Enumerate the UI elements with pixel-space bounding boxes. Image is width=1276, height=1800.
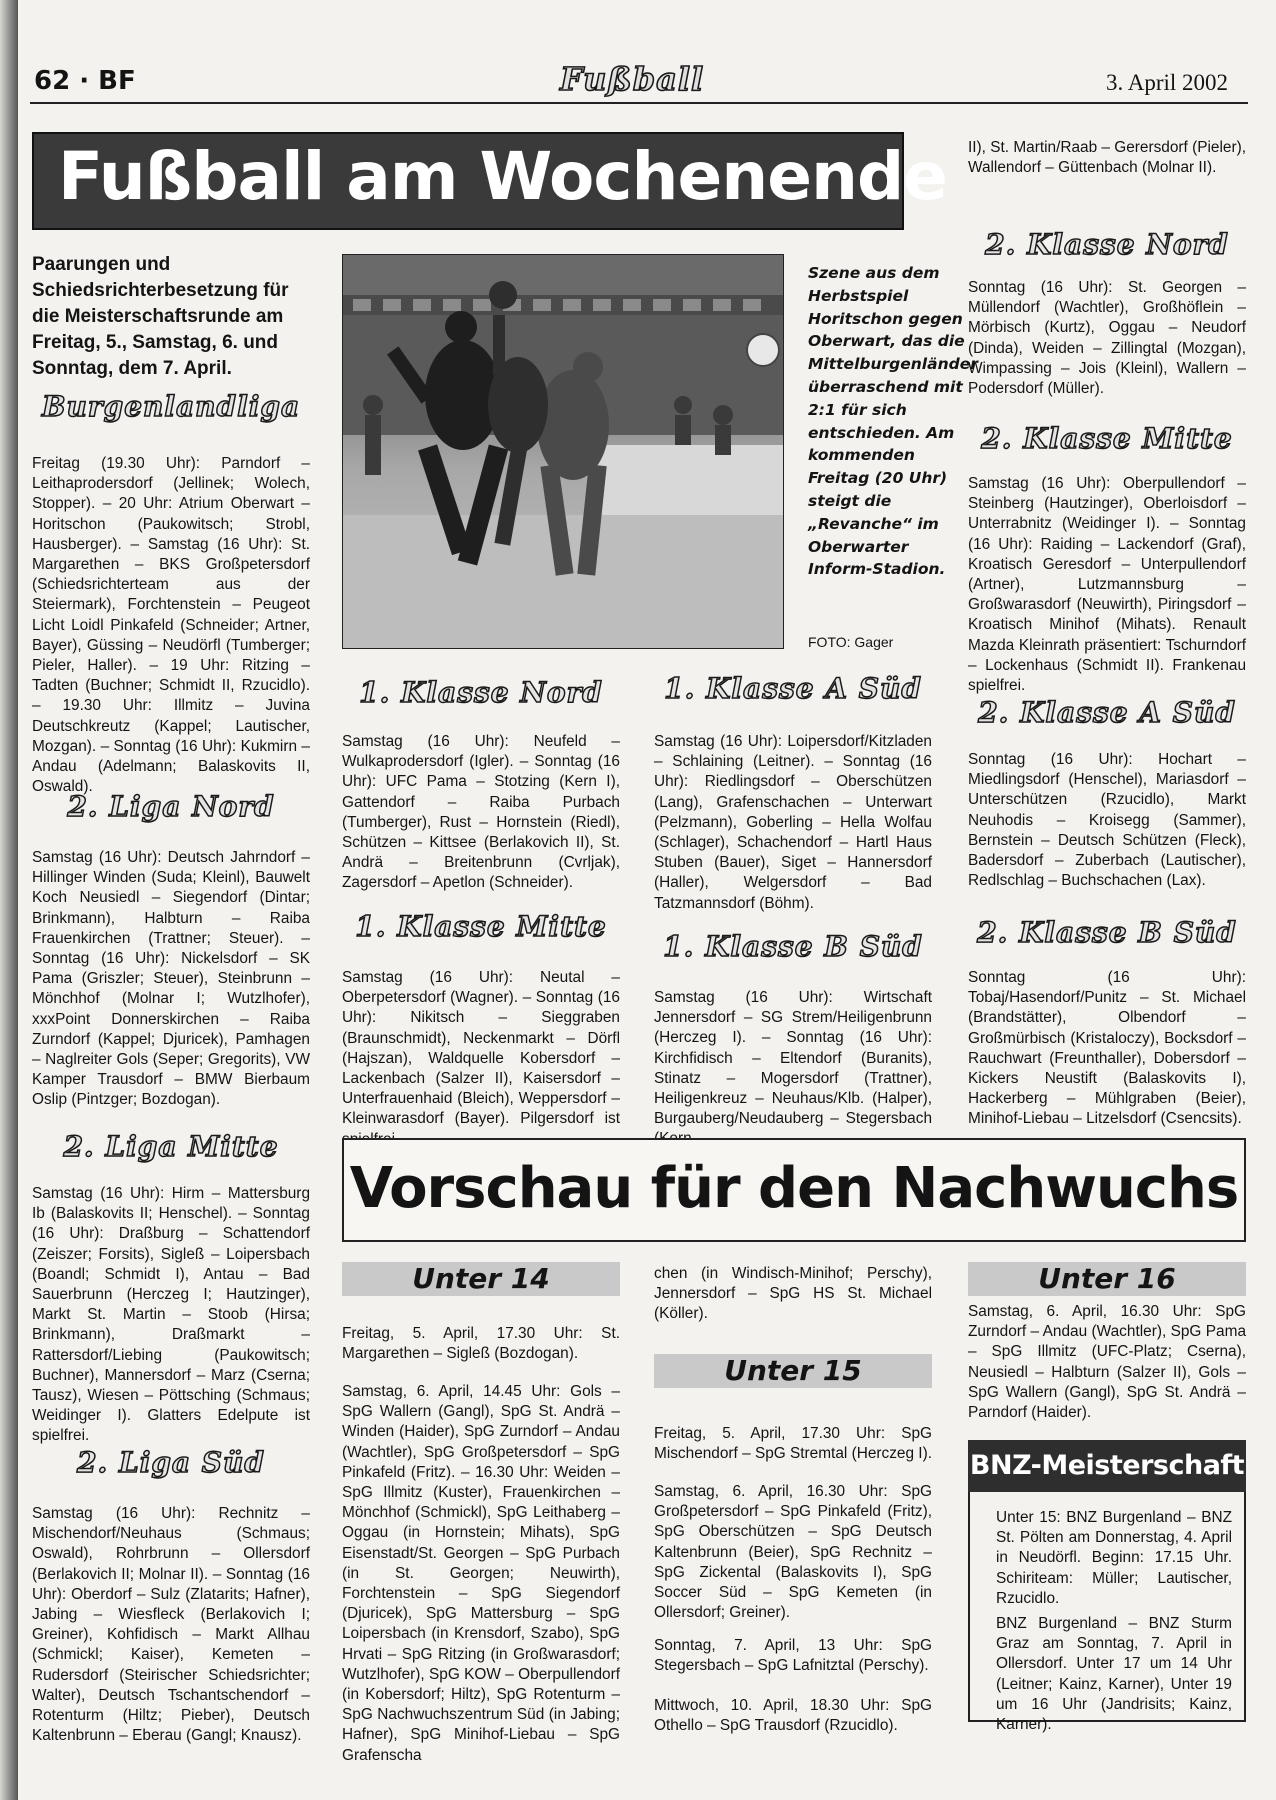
text-klasse-b-sued-continued: II), St. Martin/Raab – Gerersdorf (Pieler), Wallendorf – Güttenbach (Molnar II). (968, 139, 1246, 177)
text-burgenlandliga: Freitag (19.30 Uhr): Parndorf – Leithaprodersdorf (Jellinek; Wolech, Stopper). – 20 Uhr: Atrium Oberwart – Horitschon (Paukowitsch; Strobl, Hausberger). – Samstag (16 Uhr): St. Margarethen – BKS Großpetersdorf (Schiedsrichterteam aus der Steiermark), Forchtenstein – Peugeot Licht Loidl Pinkafeld (Schneider; Artner, Bayer), Güssing – Neudörfl (Tumberger; Pieler, Haller). – 19 Uhr: Ritzing – Tadten (Buchner; Schmidt II, Rzucidlo). – 19.30 Uhr: Illmitz – Juvina Deutschkreutz (Kappel; Lautischer, Mozgan). – Sonntag (16 Uhr): Kukmirn – Andau (Adelmann; Balaskovits II, Oswald). (32, 455, 310, 796)
text-klasse2-a-sued: Sonntag (16 Uhr): Hochart – Miedlingsdorf (Henschel), Mariasdorf – Unterschützen (Rzucidlo), Markt Neuhodis – Kroisegg (Sammer), Bernstein – Deutsch Schützen (Fleck), Badersdorf – Zuberbach (Lautischer), Redlschlag – Buchschachen (Lax). (968, 751, 1246, 890)
text-unter-16: Samstag, 6. April, 16.30 Uhr: SpG Zurndorf – Andau (Wachtler), SpG Pama – SpG Illmitz (UFC-Platz; Cserna), Neusiedl – Halbturn (Salzer II), Gols – SpG Wallern (Gangl), SpG St. Andrä – Parndorf (Haider). (968, 1303, 1246, 1422)
heading-klasse-a-sued: 1. Klasse A Süd (664, 672, 922, 705)
text-unter-15-sunday: Sonntag, 7. April, 13 Uhr: SpG Stegersbach – SpG Lafnitztal (Perschy). (654, 1637, 932, 1675)
text-unter-15-wednesday: Mittwoch, 10. April, 18.30 Uhr: SpG Othello – SpG Trausdorf (Rzucidlo). (654, 1697, 932, 1735)
page-edge-shadow (0, 0, 18, 1800)
heading-liga-mitte: 2. Liga Mitte (63, 1130, 279, 1163)
main-title: Fußball am Wochenende (58, 138, 947, 215)
heading-unter-15: Unter 15 (654, 1354, 932, 1388)
heading-klasse2-b-sued: 2. Klasse B Süd (977, 916, 1237, 949)
text-unter-15-saturday: Samstag, 6. April, 16.30 Uhr: SpG Großpetersdorf – SpG Pinkafeld (Fritz), SpG Oberschützen – SpG Deutsch Kaltenbrunn (Beier), SpG Rechnitz – SpG Zickental (Balaskovits I), SpG Soccer Süd – SpG Kemeten (in Ollersdorf; Greiner). (654, 1483, 932, 1622)
match-photo (342, 254, 784, 649)
heading-klasse2-a-sued: 2. Klasse A Süd (978, 696, 1236, 729)
text-klasse-mitte: Samstag (16 Uhr): Neutal – Oberpetersdorf (Wagner). – Sonntag (16 Uhr): Nikitsch – Sieggraben (Braunschmidt), Neckenmarkt – Dörfl (Hajszan), Waldquelle Kobersdorf – Lackenbach (Salzer II), Kaisersdorf – Unterfrauenhaid (Bleich), Weppersdorf – Kleinwarasdorf (Bayer). Pilgersdorf ist (342, 969, 620, 1128)
text-unter-14-continued: chen (in Windisch-Minihof; Perschy), Jennersdorf – SpG HS St. Michael (Köller). (654, 1265, 932, 1323)
football-scene-icon (343, 255, 783, 648)
text-klasse2-mitte: Samstag (16 Uhr): Oberpullendorf – Steinberg (Hautzinger), Oberloisdorf – Unterrabnitz (Weidinger I). – Sonntag (16 Uhr): Raiding – Lackendorf (Graf), Kroatisch Geresdorf – Unterpullendorf (Artner), Lutzmannsburg – Großwarasdorf (Neuwirth), Piringsdorf – Kroatisch Minihof (Mihats). Renault Mazda Kleinrath präsentiert: Tschurndorf – Lockenhaus (Schmidt II). Frankenau spielfrei. (968, 475, 1246, 695)
text-unter-14-saturday: Samstag, 6. April, 14.45 Uhr: Gols – SpG Wallern (Gangl), SpG St. Andrä – Winden (Haider), SpG Zurndorf – Andau (Wachtler), SpG Großpetersdorf – SpG Pinkafeld (Fritz). – 16.30 Uhr: Weiden – SpG Illmitz (Kuster), Frauenkirchen – Mönchhof (Schmickl), SpG Leithaberg – Oggau (in Hornstein; Mihats), SpG Eisenstadt/St. Georgen – SpG Purbach (in St. Georgen; Neuwirth), Forchtenstein – SpG Siegendorf (Djuricek), SpG Mattersburg – SpG Loipersbach (in Krensdorf, Szabo), SpG Hrvati – SpG Ritzing (in Großwarasdorf; Wutzlhofer), SpG KOW – Oberpullendorf (in Kobersdorf; Hiltz), SpG Rotenturm – SpG Nachwuchszentrum Süd (in Jabing; Hafner), SpG Minihof-Liebau – SpG Grafenscha (342, 1383, 620, 1764)
text-klasse2-nord: Sonntag (16 Uhr): St. Georgen – Müllendorf (Wachtler), Großhöflein – Mörbisch (Kurtz), Oggau – Neudorf (Dinda), Weiden – Zillingtal (Mozgan), Wimpassing – Jois (Kleinl), Wallern – Podersdorf (Müller). (968, 279, 1246, 398)
photo-credit: FOTO: Gager (808, 634, 894, 650)
heading-liga-nord: 2. Liga Nord (67, 790, 275, 823)
photo-caption: Szene aus dem Herbstspiel Horitschon gegen Oberwart, das die Mittelburgenländer überraschend mit 2:1 für sich entschieden. Am kommenden Freitag (20 Uhr) steigt die „Revanche“ im Oberwarter Inform-Stadion. (808, 264, 978, 579)
heading-klasse-b-sued: 1. Klasse B Süd (663, 930, 923, 963)
intro-text: Paarungen und Schiedsrichterbesetzung für die Meisterschaftsrunde am Freitag, 5., Samstag, 6. und Sonntag, dem 7. April. (32, 254, 289, 379)
text-klasse-b-sued: Samstag (16 Uhr): Wirtschaft Jennersdorf – SG Strem/Heiligenbrunn (Herczeg I). – Sonntag (16 Uhr): Kirchfidisch – Eltendorf (Buranits), Stinatz – Mogersdorf (Trattner), Heiligenkreuz – Neuhaus/Klb. (Halper), Burgauberg/Neudauberg – Stegersbach (654, 989, 932, 1128)
text-klasse2-b-sued: Sonntag (16 Uhr): Tobaj/Hasendorf/Punitz – St. Michael (Brandstätter), Olbendorf – Großmürbisch (Kristaloczy), Bocksdorf – Rauchwart (Freunthaller), Dobersdorf – Kickers Neustift (Balaskovits I), Hackerberg – Mühlgraben (Beier), Minihof-Liebau – Litzelsdorf (Csencsits). (968, 969, 1246, 1128)
header-rule (30, 102, 1248, 104)
text-klasse-nord: Samstag (16 Uhr): Neufeld – Wulkaprodersdorf (Igler). – Sonntag (16 Uhr): UFC Pama – Stotzing (Kern I), Gattendorf – Raiba Purbach (Tumberger), Rust – Hornstein (Riedl), Schützen – Kittsee (Berlakovich II), St. Andrä – Breitenbrunn (Cvrljak), Zagersdorf – Apetlon (Schneider). (342, 733, 620, 892)
issue-date: 3. April 2002 (1106, 70, 1229, 95)
text-unter-15-friday: Freitag, 5. April, 17.30 Uhr: SpG Mischendorf – SpG Stremtal (Herczeg I). (654, 1425, 932, 1463)
heading-klasse-nord: 1. Klasse Nord (359, 676, 603, 709)
text-bnz-sturm-graz: BNZ Burgenland – BNZ Sturm Graz am Sonntag, 7. April in Ollersdorf. Unter 17 um 14 Uhr (Leitner; Kainz, Karner), Unter 19 um 16 Uhr (Jandrisits; Kainz, Karner). (996, 1615, 1232, 1734)
text-klasse-a-sued: Samstag (16 Uhr): Loipersdorf/Kitzladen – Schlaining (Leitner). – Sonntag (16 Uhr): Riedlingsdorf – Oberschützen (Lang), Grafenschachen – Unterwart (Pelzmann), Goberling – Hella Wolfau (Schlager), Schachendorf – Hartl Haus Stuben (Bauer), Siget – Hannersdorf (Haller), Welgersdorf – Bad Tatzmannsdorf (Böhm). (654, 733, 932, 912)
heading-burgenlandliga: Burgenlandliga (41, 390, 301, 423)
heading-klasse2-mitte: 2. Klasse Mitte (981, 422, 1233, 455)
heading-liga-sued: 2. Liga Süd (77, 1446, 265, 1479)
section-title: Fußball (560, 60, 705, 98)
heading-bnz-meisterschaft: BNZ-Meisterschaft (968, 1440, 1246, 1492)
youth-title: Vorschau für den Nachwuchs (349, 1156, 1239, 1221)
heading-klasse-mitte: 1. Klasse Mitte (355, 910, 607, 943)
text-unter-14-friday: Freitag, 5. April, 17.30 Uhr: St. Margarethen – Sigleß (Bozdogan). (342, 1325, 620, 1363)
text-bnz-unter-15: Unter 15: BNZ Burgenland – BNZ St. Pölten am Donnerstag, 4. April in Neudörfl. Beginn: 17.15 Uhr. Schiriteam: Müller; Lautischer, Rzucidlo. (996, 1509, 1232, 1607)
heading-unter-16: Unter 16 (968, 1262, 1246, 1296)
text-liga-nord: Samstag (16 Uhr): Deutsch Jahrndorf – Hillinger Winden (Suda; Kleinl), Bauwelt Koch Neusiedl – Siegendorf (Dintar; Brinkmann), Halbturn – Raiba Frauenkirchen (Trattner; Steuer). – Sonntag (16 Uhr): Nickelsdorf – SK Pama (Griszler; Steuer), Steinbrunn – Mönchhof (Molnar I; Wutzlhofer), xxxPoint Donnerskirchen – Raiba Zurndorf (Kappel; Djuricek), Pamhagen – Naglreiter Gols (Seper; Gregorits), VW Kamper Trausdorf – BMW Bierbaum Oslip (Pintzger; Bozdogan). (32, 849, 310, 1109)
text-liga-sued: Samstag (16 Uhr): Rechnitz – Mischendorf/Neuhaus (Schmaus; Oswald), Rohrbrunn – Ollersdorf (Berlakovich II; Molnar II). – Sonntag (16 Uhr): Oberdorf – Sulz (Zlatarits; Hafner), Jabing – Wiesfleck (Berlakovich I; Greiner), Kohfidisch – Markt Allhau (Schmickl; Kaiser), Kemeten – Rudersdorf (Steirischer Schiedsrichter; Walter), Deutsch Tschantschendorf – Rotenturm (Hiltz; Pieber), Deutsch Kaltenbrunn – Eberau (Gangl; Knausz). (32, 1505, 310, 1745)
heading-unter-14: Unter 14 (342, 1262, 620, 1296)
page-number: 62 · BF (34, 66, 136, 96)
heading-klasse2-nord: 2. Klasse Nord (985, 228, 1229, 261)
text-liga-mitte: Samstag (16 Uhr): Hirm – Mattersburg Ib (Balaskovits II; Henschel). – Sonntag (16 Uhr): Draßburg – Schattendorf (Zeiszer; Forsits), Sigleß – Loipersbach (Boandl; Schmidt I), Antau – Bad Sauerbrunn (Herczeg I; Hautzinger), Markt St. Martin – Stoob (Hirsa; Brinkmann), Draßmarkt – Rattersdorf/Liebing (Paukowitsch; Buchner), Mannersdorf – Marz (Cserna; Tausz), Wiesen – Pöttsching (Schmaus; Weidinger I). Glatters Edelpute ist spielfrei. (32, 1185, 310, 1445)
